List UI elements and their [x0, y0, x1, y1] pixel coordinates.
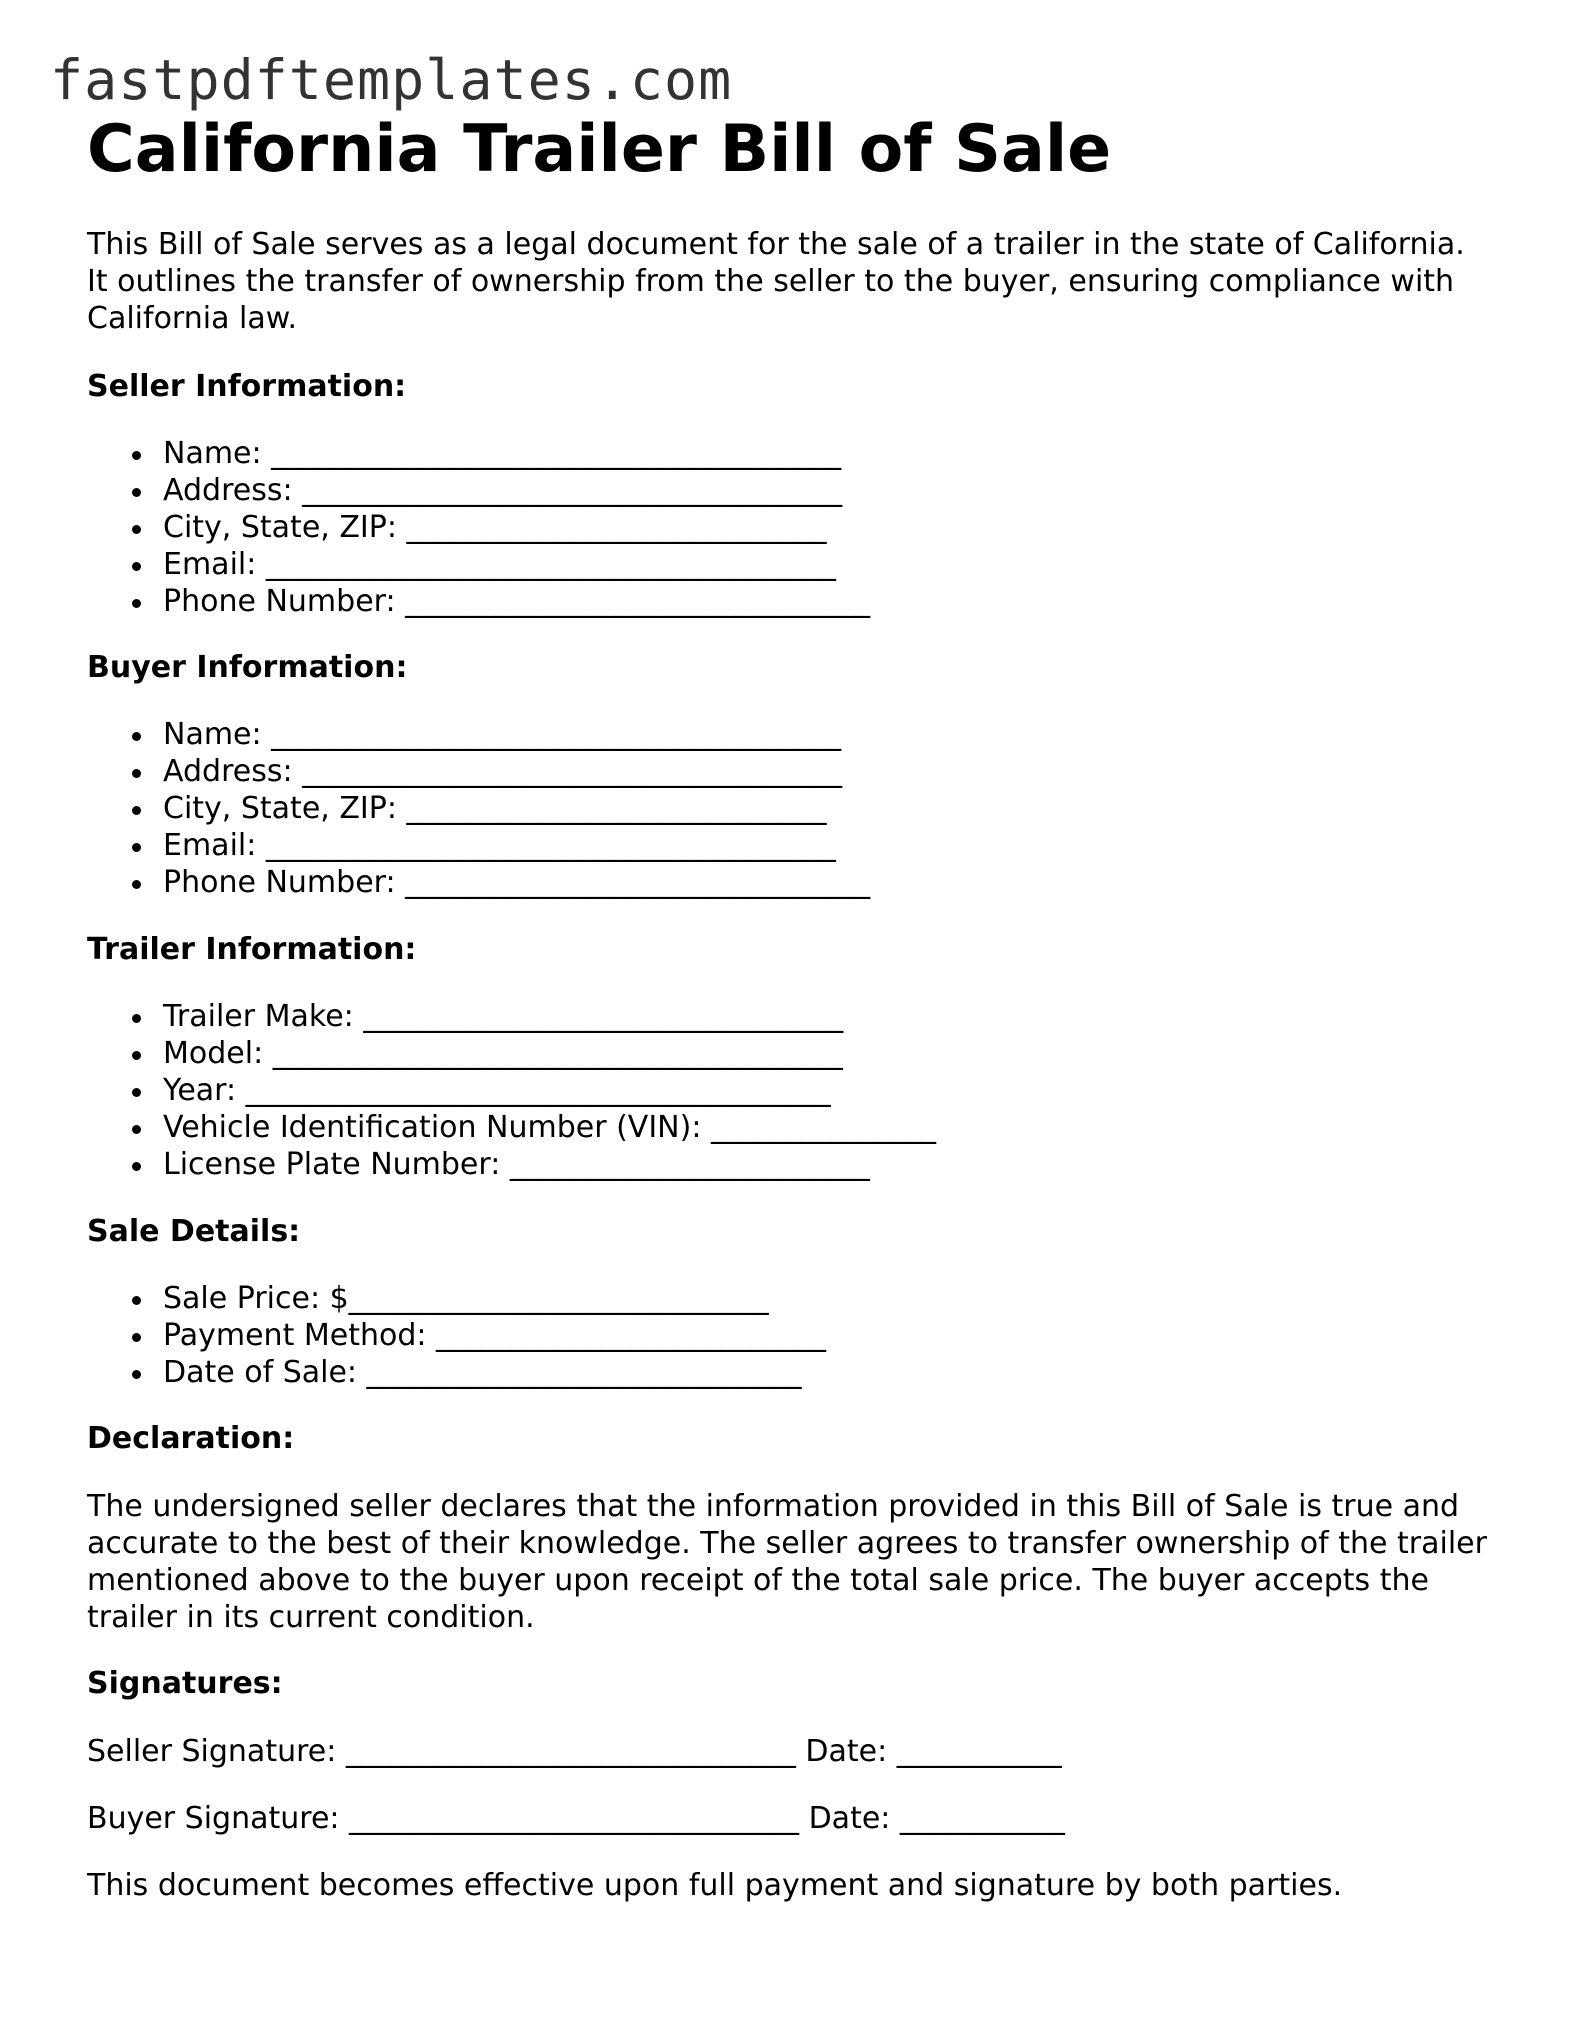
watermark-site-name: fastpdftemplates.com: [50, 48, 733, 112]
trailer-license-plate-field[interactable]: License Plate Number: ________________________: [87, 1146, 936, 1183]
seller-city-state-zip-field[interactable]: City, State, ZIP: ____________________________: [87, 509, 870, 546]
buyer-city-state-zip-field[interactable]: City, State, ZIP: ____________________________: [87, 790, 870, 827]
seller-info-heading: Seller Information:: [87, 369, 407, 404]
trailer-field-list: [87, 998, 936, 1183]
buyer-email-field[interactable]: Email: ______________________________________: [87, 827, 870, 864]
sale-field-list: [87, 1280, 826, 1391]
seller-address-field[interactable]: Address: ____________________________________: [87, 472, 870, 509]
seller-field-list: [87, 435, 870, 620]
declaration-heading: Declaration:: [87, 1421, 295, 1456]
declaration-text: The undersigned seller declares that the information provided in this Bill of Sale is true and accurate to the best of their knowledge. The seller agrees to transfer ownership of the trailer mentioned above to the buyer upon receipt of the total sale price. The buyer accepts the trailer in its current condition.: [87, 1489, 1487, 1635]
sale-details-heading: Sale Details:: [87, 1214, 301, 1249]
trailer-vin-field[interactable]: Vehicle Identification Number (VIN): _______________: [87, 1109, 936, 1146]
signatures-heading: Signatures:: [87, 1666, 283, 1701]
trailer-year-field[interactable]: Year: _______________________________________: [87, 1072, 936, 1109]
intro-paragraph: This Bill of Sale serves as a legal document for the sale of a trailer in the state of California. It outlines the transfer of ownership from the seller to the buyer, ensuring compliance with California law.: [87, 227, 1465, 336]
seller-name-field[interactable]: Name: ______________________________________: [87, 435, 870, 472]
trailer-info-heading: Trailer Information:: [87, 932, 417, 967]
buyer-name-field[interactable]: Name: ______________________________________: [87, 716, 870, 753]
buyer-info-heading: Buyer Information:: [87, 650, 408, 685]
buyer-phone-field[interactable]: Phone Number: _______________________________: [87, 864, 870, 901]
footer-note: This document becomes effective upon full payment and signature by both parties.: [87, 1868, 1343, 1903]
buyer-signature-line[interactable]: Buyer Signature: ______________________________ Date: ___________: [87, 1801, 1065, 1836]
trailer-model-field[interactable]: Model: ______________________________________: [87, 1035, 936, 1072]
payment-method-field[interactable]: Payment Method: __________________________: [87, 1317, 826, 1354]
buyer-address-field[interactable]: Address: ____________________________________: [87, 753, 870, 790]
trailer-make-field[interactable]: Trailer Make: ________________________________: [87, 998, 936, 1035]
seller-email-field[interactable]: Email: ______________________________________: [87, 546, 870, 583]
seller-signature-line[interactable]: Seller Signature: ______________________________ Date: ___________: [87, 1734, 1062, 1769]
buyer-field-list: [87, 716, 870, 901]
document-title: California Trailer Bill of Sale: [87, 112, 1112, 187]
date-of-sale-field[interactable]: Date of Sale: _____________________________: [87, 1354, 826, 1391]
seller-phone-field[interactable]: Phone Number: _______________________________: [87, 583, 870, 620]
sale-price-field[interactable]: Sale Price: $____________________________: [87, 1280, 826, 1317]
